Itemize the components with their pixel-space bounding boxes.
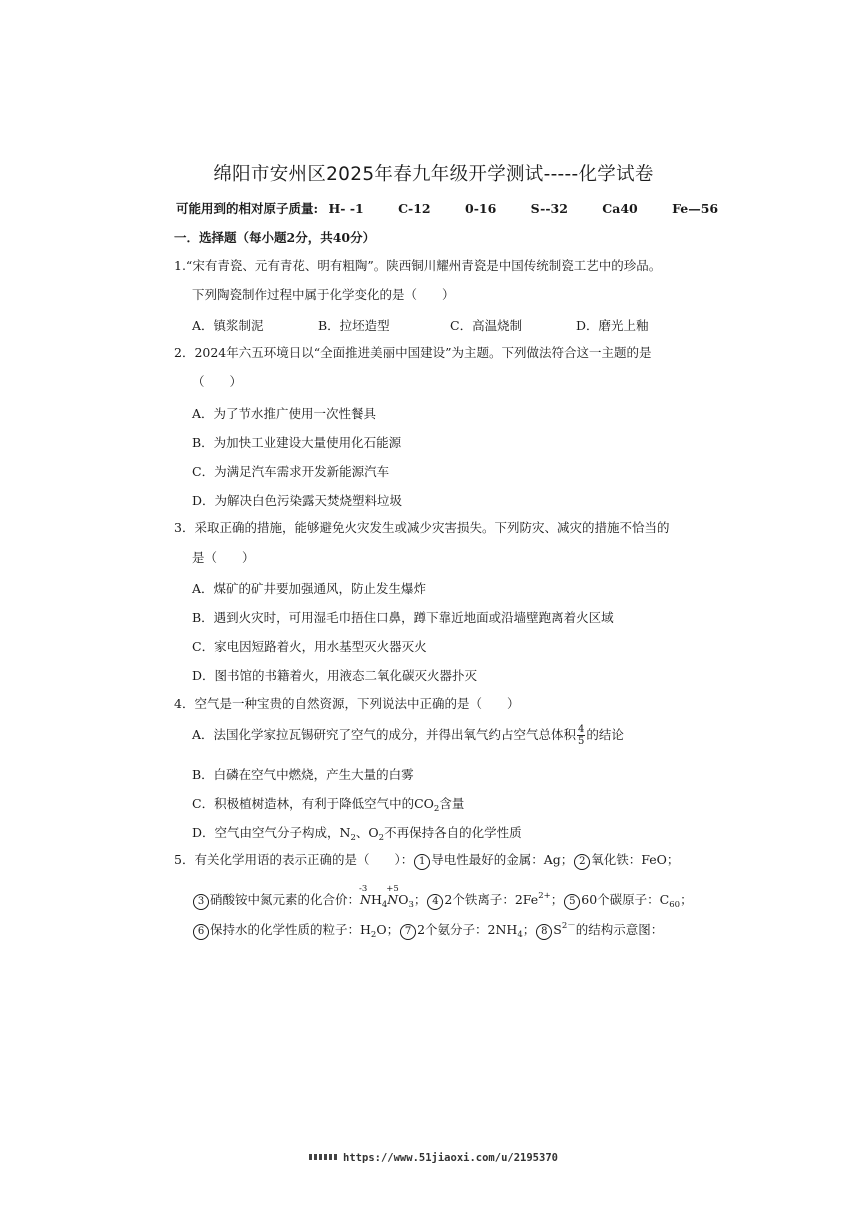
question-1-prompt: 下列陶瓷制作过程中属于化学变化的是（ ） — [192, 287, 455, 302]
q1-option-b: B．拉坯造型 — [318, 318, 390, 333]
site-logo-icon — [309, 1154, 337, 1160]
valence-n-plus5 — [386, 884, 399, 908]
q2-option-b: B．为加快工业建设大量使用化石能源 — [192, 435, 402, 450]
q3-option-d: D．图书馆的书籍着火，用液态二氧化碳灭火器扑灭 — [192, 668, 478, 683]
question-5-stem: 5．有关化学用语的表示正确的是（ ）： — [174, 852, 414, 867]
watermark-footer — [0, 1152, 867, 1164]
q4-option-d-end: 不再保持各自的化学性质 — [384, 825, 522, 840]
statement-3: 硝酸铵中氮元素的化合价： — [210, 892, 361, 907]
atomic-mass-c: C-12 — [398, 201, 431, 216]
q4-option-d-mid: 、O — [355, 825, 379, 840]
atomic-mass-s: S--32 — [530, 201, 568, 216]
subscript: 2 — [378, 833, 385, 843]
question-3-stem: 3．采取正确的措施，能够避免火灾发生或减少灾害损失。下列防灾、减灾的措施不恰当的 — [174, 520, 670, 535]
q1-option-a: A．镇浆制泥 — [192, 318, 264, 333]
circled-number-8: 8 — [536, 924, 552, 940]
circled-number-7: 7 — [400, 924, 416, 940]
formula-part: H — [370, 892, 382, 907]
q4-option-c-end: 含量 — [439, 796, 465, 811]
element-symbol: N — [360, 892, 371, 907]
statement-1: 导电性最好的金属：Ag； — [431, 852, 574, 867]
circled-number-1: 1 — [414, 854, 430, 870]
statement-8-end: 的结构示意图： — [575, 922, 664, 937]
q4-option-c — [192, 794, 464, 814]
question-1-stem: 1.“宋有青瓷、元有青花、明有粗陶”。陕西铜川耀州青瓷是中国传统制瓷工艺中的珍品。 — [174, 258, 662, 273]
statement-8: S — [553, 922, 562, 937]
circled-number-5: 5 — [564, 894, 580, 910]
q3-option-b: B．遇到火灾时，可用湿毛巾捂住口鼻，蹲下靠近地面或沿墙壁跑离着火区域 — [192, 610, 614, 625]
subscript: 60 — [669, 900, 681, 910]
q2-option-c: C．为满足汽车需求开发新能源汽车 — [192, 464, 390, 479]
circled-number-6: 6 — [193, 924, 209, 940]
fraction-denominator: 5 — [578, 736, 585, 747]
oxidation-state: +5 — [386, 884, 399, 894]
q4-option-a — [192, 724, 624, 747]
atomic-masses-label: 可能用到的相对原子质量: — [176, 201, 319, 216]
statement-2: 氧化铁：FeO； — [591, 852, 680, 867]
question-5-line-3 — [192, 918, 663, 943]
statement-4: 2个铁离子：2Fe — [444, 892, 539, 907]
subscript: 4 — [381, 900, 388, 910]
q1-option-d: D．磨光上釉 — [576, 318, 649, 333]
atomic-mass-ca: Ca40 — [602, 201, 638, 216]
footer-url[interactable]: https://www.51jiaoxi.com/u/2195370 — [343, 1152, 558, 1164]
circled-number-3: 3 — [193, 894, 209, 910]
subscript: 2 — [350, 833, 356, 843]
atomic-masses — [176, 199, 748, 217]
q4-option-c-text: C．积极植树造林，有利于降低空气中的CO — [192, 796, 434, 811]
circled-number-2: 2 — [574, 854, 590, 870]
formula-part: O — [398, 892, 409, 907]
q3-option-c: C．家电因短路着火，用水基型灭火器灭火 — [192, 639, 427, 654]
atomic-mass-h: H- -1 — [328, 201, 364, 216]
q1-option-c: C．高温烧制 — [450, 318, 523, 333]
valence-n-minus3 — [359, 884, 371, 908]
subscript: 2 — [370, 930, 377, 940]
element-symbol: N — [387, 892, 399, 907]
question-4-stem: 4．空气是一种宝贵的自然资源，下列说法中正确的是（ ） — [174, 696, 520, 711]
question-5-line-1 — [174, 852, 679, 870]
statement-6: 保持水的化学性质的粒子：H — [210, 922, 371, 937]
atomic-mass-fe: Fe—56 — [672, 201, 719, 216]
q2-option-a: A．为了节水推广使用一次性餐具 — [192, 406, 377, 421]
exam-title: 绵阳市安州区2025年春九年级开学测试-----化学试卷 — [213, 164, 654, 185]
separator: ； — [550, 892, 564, 907]
subscript: 4 — [517, 930, 523, 940]
q4-option-d-text: D．空气由空气分子构成，N — [192, 825, 351, 840]
q4-option-a-text: A．法国化学家拉瓦锡研究了空气的成分，并得出氧气约占空气总体积 — [192, 727, 577, 742]
section-heading: 一．选择题（每小题2分，共40分） — [174, 230, 376, 245]
circled-number-4: 4 — [427, 894, 443, 910]
atomic-mass-o: 0-16 — [465, 201, 497, 216]
statement-5: 60个碳原子：C — [581, 892, 670, 907]
separator: ； — [680, 892, 693, 907]
question-2-stem: 2．2024年六五环境日以“全面推进美丽中国建设”为主题。下列做法符合这一主题的是 — [174, 345, 652, 360]
subscript: 3 — [408, 900, 414, 910]
q3-option-a: A．煤矿的矿井要加强通风，防止发生爆炸 — [192, 581, 427, 596]
separator: ； — [522, 922, 536, 937]
question-3-prompt: 是（ ） — [192, 550, 255, 565]
q4-option-b: B．白磷在空气中燃烧，产生大量的白雾 — [192, 767, 414, 782]
oxidation-state: -3 — [359, 884, 368, 894]
superscript: 2+ — [538, 891, 551, 901]
separator: ； — [413, 892, 427, 907]
question-5-line-2 — [192, 884, 693, 913]
fraction — [577, 724, 585, 747]
superscript: 2－ — [561, 921, 576, 931]
q4-option-d — [192, 823, 522, 843]
question-2-bracket: （ ） — [192, 374, 243, 389]
statement-7: 2个氨分子：2NH — [417, 922, 518, 937]
q2-option-d: D．为解决白色污染露天焚烧塑料垃圾 — [192, 493, 403, 508]
q4-option-a-end: 的结论 — [586, 727, 624, 742]
fraction-numerator: 4 — [578, 724, 585, 735]
statement-6-end: O； — [376, 922, 400, 937]
subscript: 2 — [433, 804, 440, 814]
